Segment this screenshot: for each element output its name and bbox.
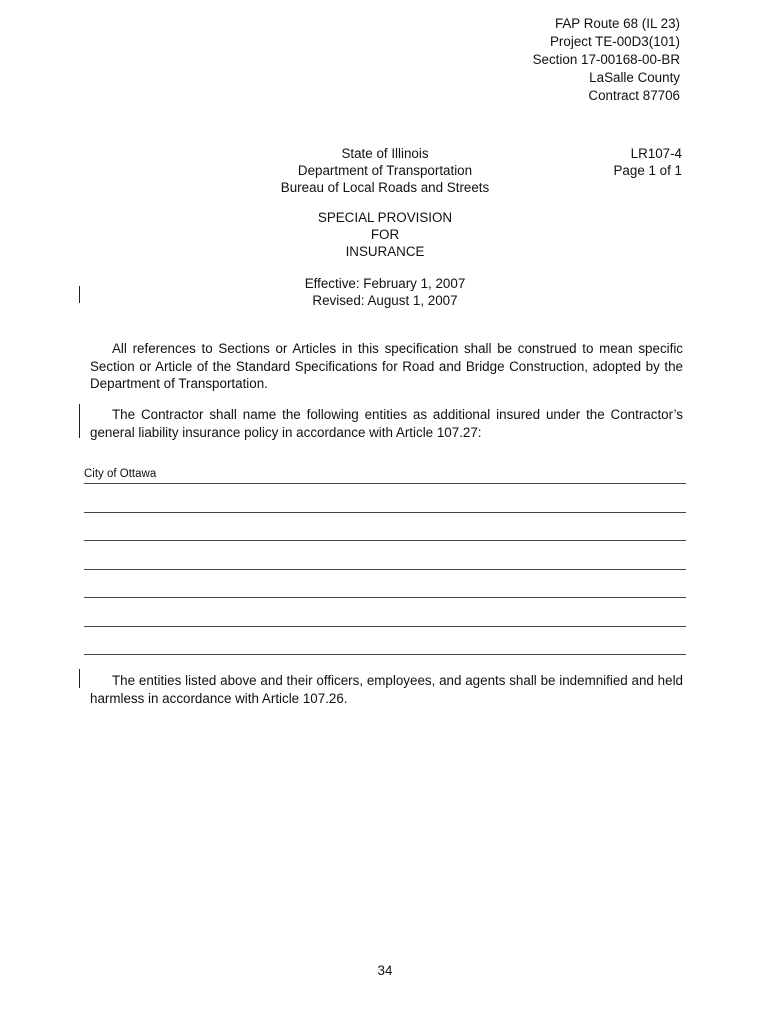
document-title xyxy=(235,209,535,260)
entity-entry-line[interactable] xyxy=(84,598,686,627)
entity-entry-line[interactable] xyxy=(84,626,686,655)
entity-entry-line[interactable] xyxy=(84,455,686,484)
title-line-1: SPECIAL PROVISION xyxy=(317,210,453,225)
effective-date: Effective: February 1, 2007 xyxy=(304,276,466,291)
title-line-2: FOR xyxy=(370,227,400,242)
project-header xyxy=(533,15,680,105)
paragraph-indemnification xyxy=(90,672,683,707)
county-line: LaSalle County xyxy=(589,70,680,85)
entity-entry-line[interactable] xyxy=(84,512,686,541)
revision-bar xyxy=(79,404,80,438)
page-number: 34 xyxy=(377,963,393,978)
page-indicator: Page 1 of 1 xyxy=(613,163,682,178)
paragraph-text: The entities listed above and their officers, employees, and agents shall be indemnified and held harmless in accordance with Article 107.26. xyxy=(90,673,683,706)
entity-entry-line[interactable] xyxy=(84,484,686,513)
revision-bar xyxy=(79,669,80,688)
agency-block xyxy=(235,145,535,196)
entity-name: City of Ottawa xyxy=(84,468,157,480)
document-reference xyxy=(614,145,683,179)
dates-block xyxy=(235,275,535,309)
entity-entry-line[interactable] xyxy=(84,541,686,570)
document-code: LR107-4 xyxy=(630,146,682,161)
contract-line: Contract 87706 xyxy=(588,88,680,103)
paragraph-text: All references to Sections or Articles in this specification shall be construed to mean specific Section or Article of the Standard Specifications for Road and Bridge Construction, adopted by the Department of Transportation. xyxy=(90,341,683,391)
department-name: Department of Transportation xyxy=(297,163,473,178)
section-line: Section 17-00168-00-BR xyxy=(532,52,680,67)
paragraph-references xyxy=(90,340,683,393)
route-line: FAP Route 68 (IL 23) xyxy=(554,16,680,31)
state-name: State of Illinois xyxy=(341,146,429,161)
entity-entry-line[interactable] xyxy=(84,569,686,598)
title-line-3: INSURANCE xyxy=(345,244,425,259)
revised-date: Revised: August 1, 2007 xyxy=(312,293,458,308)
paragraph-additional-insured xyxy=(90,406,683,441)
bureau-name: Bureau of Local Roads and Streets xyxy=(280,180,490,195)
project-line: Project TE-00D3(101) xyxy=(550,34,680,49)
revision-bar xyxy=(79,286,80,303)
paragraph-text: The Contractor shall name the following entities as additional insured under the Contractor’s general liability insurance policy in accordance with Article 107.27: xyxy=(90,407,683,440)
